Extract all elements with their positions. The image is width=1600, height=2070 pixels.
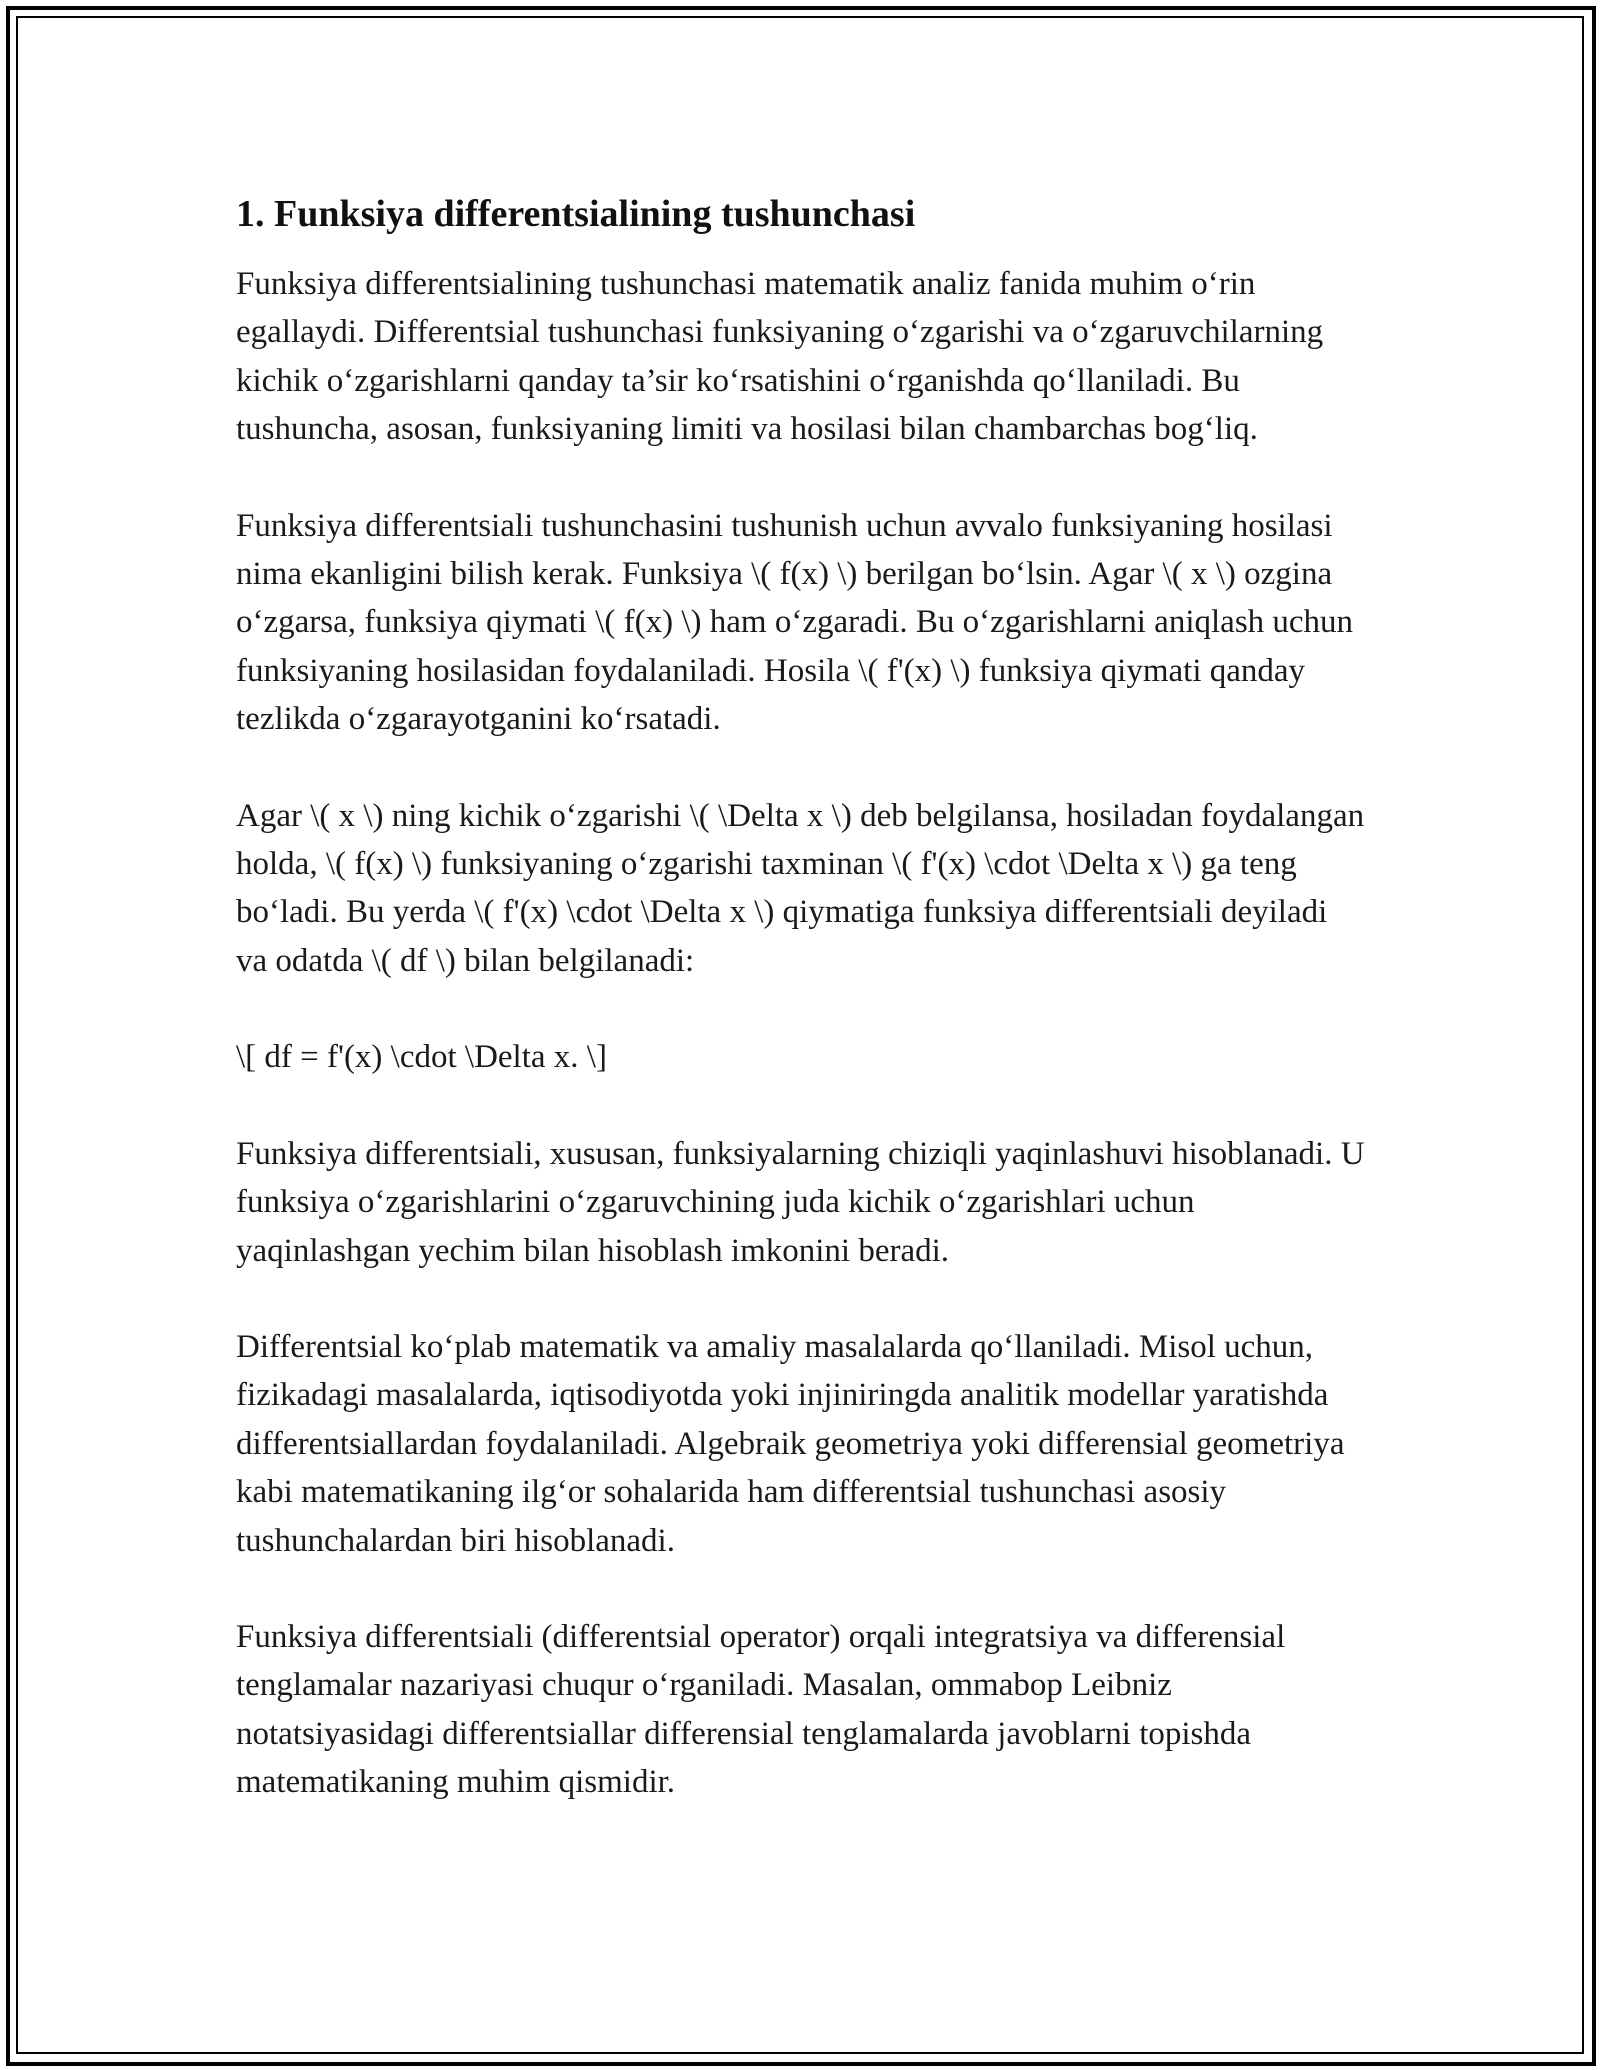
document-body [236,186,1366,1855]
paragraph-differential-definition: Agar \( x \) ning kichik o‘zgarishi \( \Delta x \) deb belgilansa, hosiladan foydalangan holda, \( f(x) \) funksiyaning o‘zgarishi taxminan \( f'(x) \cdot \Delta x \) ga teng bo‘ladi. Bu yerda \( f'(x) \cdot \Delta x \) qiymatiga funksiya differentsiali deyiladi va odatda \( df \) bilan belgilanadi: [236,797,1365,979]
paragraph-differential-equations: Funksiya differentsiali (differentsial operator) orqali integratsiya va differensial tenglamalar nazariyasi chuqur o‘rganiladi. Masalan, ommabop Leibniz notatsiyasidagi differentsiallar differensial tenglamalarda javoblarni topishda matematikaning muhim qismidir. [236,1618,1286,1801]
paragraph-derivative: Funksiya differentsiali tushunchasini tushunish uchun avvalo funksiyaning hosilasi nima ekanligini bilish kerak. Funksiya \( f(x) \) berilgan bo‘lsin. Agar \( x \) ozgina o‘zgarsa, funksiya qiymati \( f(x) \) ham o‘zgaradi. Bu o‘zgarishlarni aniqlash uchun funksiyaning hosilasidan foydalaniladi. Hosila \( f'(x) \) funksiya qiymati qanday tezlikda o‘zgarayotganini ko‘rsatadi. [236,507,1354,738]
formula-display: \[ df = f'(x) \cdot \Delta x. \] [236,1039,607,1076]
paragraph-linear-approximation: Funksiya differentsiali, xususan, funksiyalarning chiziqli yaqinlashuvi hisoblanadi. U funksiya o‘zgarishlarini o‘zgaruvchining juda kichik o‘zgarishlari uchun yaqinlashgan yechim bilan hisoblash imkonini beradi. [236,1135,1365,1269]
paragraph-intro: Funksiya differentsialining tushunchasi matematik analiz fanida muhim o‘rin egallaydi. Differentsial tushunchasi funksiyaning o‘zgarishi va o‘zgaruvchilarning kichik o‘zgarishlarni qanday ta’sir ko‘rsatishini o‘rganishda qo‘llaniladi. Bu tushuncha, asosan, funksiyaning limiti va hosilasi bilan chambarchas bog‘liq. [236,266,1324,448]
section-heading: 1. Funksiya differentsialining tushunchasi [236,193,916,235]
paragraph-applications: Differentsial ko‘plab matematik va amaliy masalalarda qo‘llaniladi. Misol uchun, fizikadagi masalalarda, iqtisodiyotda yoki injiniringda analitik modellar yaratishda differentsiallardan foydalaniladi. Algebraik geometriya yoki differensial geometriya kabi matematikaning ilg‘or sohalarida ham differentsial tushunchasi asosiy tushunchalardan biri hisoblanadi. [236,1328,1345,1559]
